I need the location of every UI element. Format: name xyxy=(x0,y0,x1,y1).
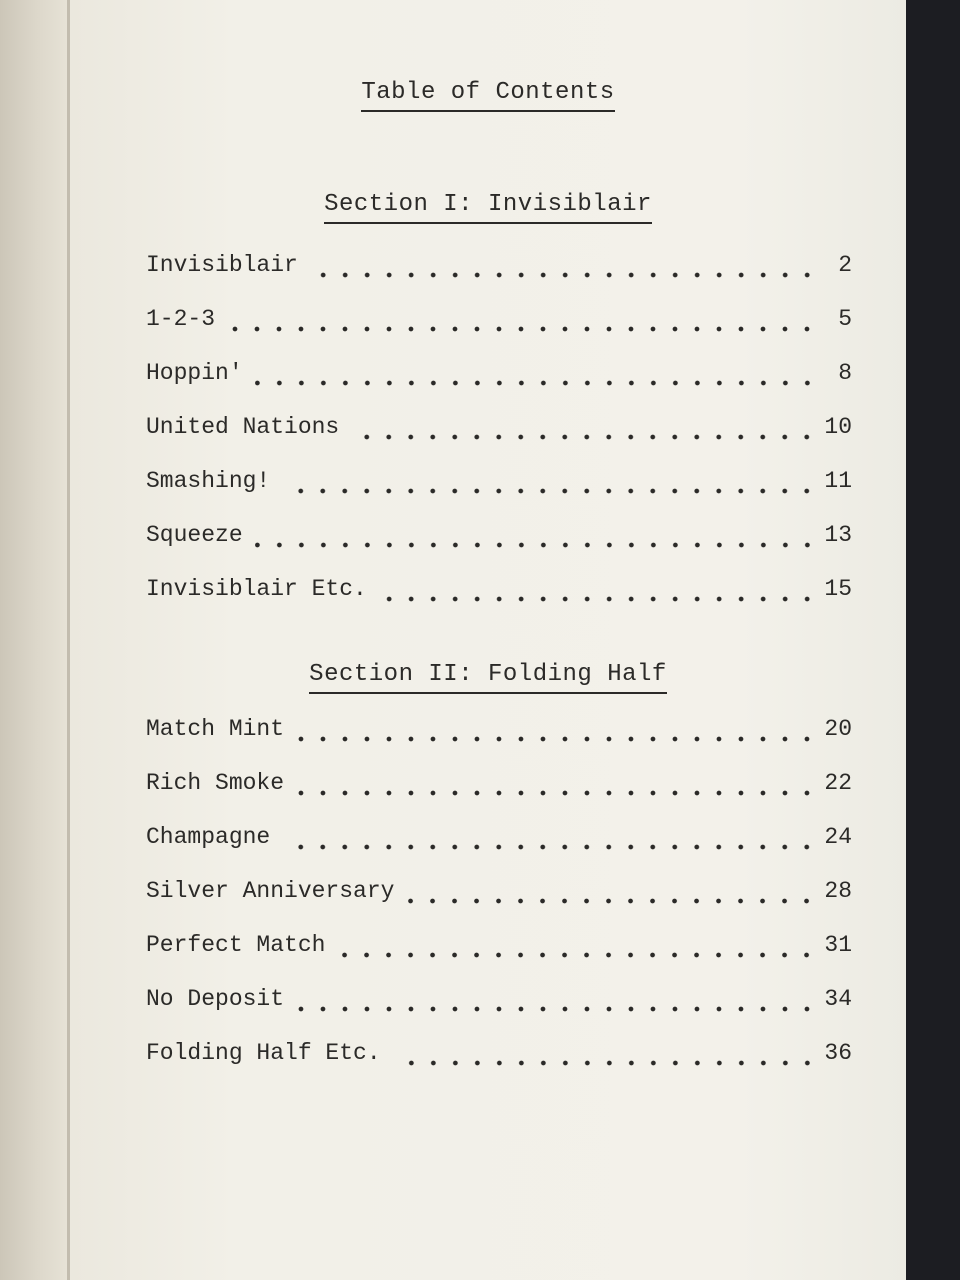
section-heading-1: Section I: Invisiblair xyxy=(70,190,906,224)
dot-leader xyxy=(296,768,818,798)
section-heading-2: Section II: Folding Half xyxy=(70,660,906,694)
toc-entry[interactable] xyxy=(146,356,852,388)
toc-entry[interactable] xyxy=(146,982,852,1014)
dot-leader xyxy=(296,984,818,1014)
entry-title: United Nations xyxy=(146,414,340,440)
toc-entry[interactable] xyxy=(146,1036,852,1068)
entry-page-number: 34 xyxy=(824,986,852,1012)
toc-entry[interactable] xyxy=(146,874,852,906)
entry-title: Squeeze xyxy=(146,522,243,548)
toc-entry[interactable] xyxy=(146,712,852,744)
entry-title: Rich Smoke xyxy=(146,770,285,796)
dot-leader xyxy=(282,822,818,852)
previous-page-edge xyxy=(0,0,70,1280)
dot-leader xyxy=(255,358,818,388)
toc-entry[interactable] xyxy=(146,820,852,852)
entry-page-number: 11 xyxy=(824,468,852,494)
dot-leader xyxy=(379,574,818,604)
dot-leader xyxy=(406,876,818,906)
entry-page-number: 13 xyxy=(824,522,852,548)
entry-title: Smashing! xyxy=(146,468,271,494)
entry-title: Invisiblair xyxy=(146,252,298,278)
toc-entry[interactable] xyxy=(146,410,852,442)
entry-page-number: 24 xyxy=(824,824,852,850)
dot-leader xyxy=(351,412,818,442)
entry-title: No Deposit xyxy=(146,986,285,1012)
dot-leader xyxy=(393,1038,818,1068)
toc-entry[interactable] xyxy=(146,766,852,798)
toc-entry[interactable] xyxy=(146,518,852,550)
entry-title: 1-2-3 xyxy=(146,306,216,332)
entry-title: Invisiblair Etc. xyxy=(146,576,367,602)
entry-page-number: 20 xyxy=(824,716,852,742)
entry-title: Champagne xyxy=(146,824,271,850)
entry-page-number: 5 xyxy=(838,306,852,332)
entry-page-number: 15 xyxy=(824,576,852,602)
toc-entry[interactable] xyxy=(146,248,852,280)
dot-leader xyxy=(337,930,818,960)
dot-leader xyxy=(296,714,818,744)
page-title: Table of Contents xyxy=(70,78,906,112)
entry-page-number: 31 xyxy=(824,932,852,958)
entry-page-number: 10 xyxy=(824,414,852,440)
toc-entry[interactable] xyxy=(146,464,852,496)
entry-title: Hoppin' xyxy=(146,360,243,386)
toc-entry[interactable] xyxy=(146,928,852,960)
entry-page-number: 2 xyxy=(838,252,852,278)
entry-title: Match Mint xyxy=(146,716,285,742)
dot-leader xyxy=(227,304,818,334)
entry-title: Perfect Match xyxy=(146,932,326,958)
toc-entry[interactable] xyxy=(146,302,852,334)
entry-page-number: 22 xyxy=(824,770,852,796)
entry-page-number: 28 xyxy=(824,878,852,904)
entry-title: Silver Anniversary xyxy=(146,878,395,904)
dot-leader xyxy=(310,250,818,280)
booklet-page xyxy=(70,0,906,1280)
entry-title: Folding Half Etc. xyxy=(146,1040,381,1066)
toc-entry[interactable] xyxy=(146,572,852,604)
dot-leader xyxy=(282,466,818,496)
entry-page-number: 8 xyxy=(838,360,852,386)
dot-leader xyxy=(255,520,818,550)
entry-page-number: 36 xyxy=(824,1040,852,1066)
